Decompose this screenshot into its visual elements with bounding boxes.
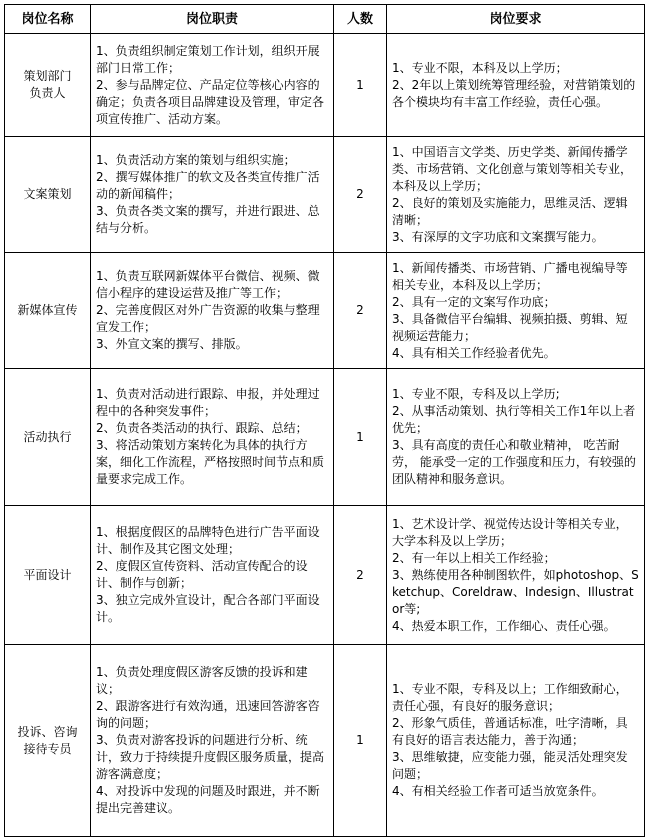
table-row [5, 506, 645, 645]
requirement-item: 3、具有高度的责任心和敬业精神， 吃苦耐劳， 能承受一定的工作强度和压力，有较强的团队精神和服务意识。 [392, 438, 636, 486]
requirement-item: 3、思维敏捷，应变能力强，能灵活处理突发问题； [392, 750, 628, 781]
position-name [5, 137, 91, 253]
header-position-name: 岗位名称 [5, 5, 91, 34]
table-row [5, 645, 645, 837]
position-requirements [387, 137, 645, 253]
requirement-item: 3、有深厚的文字功底和文案撰写能力。 [392, 229, 604, 244]
duty-item: 3、负责对游客投诉的问题进行分析、统计，致力于持续提升度假区服务质量，提高游客满意度； [96, 733, 325, 781]
requirement-item: 2、形象气质佳，普通话标准，吐字清晰，具有良好的语言表达能力，善于沟通； [392, 716, 628, 747]
requirement-item: 2、良好的策划及实施能力，思维灵活、逻辑清晰； [392, 195, 628, 227]
position-requirements [387, 645, 645, 837]
position-requirements [387, 34, 645, 137]
requirement-item: 4、具有相关工作经验者优先。 [392, 345, 556, 360]
header-requirements: 岗位要求 [387, 5, 645, 34]
headcount: 2 [334, 137, 387, 253]
position-name-line: 策划部门 [23, 69, 72, 83]
position-requirements [387, 506, 645, 645]
position-duties [91, 253, 334, 369]
duty-item: 1、根据度假区的品牌特色进行广告平面设计、制作及其它图文处理； [96, 525, 320, 556]
header-count: 人数 [334, 5, 387, 34]
position-name [5, 369, 91, 506]
duty-item: 1、负责处理度假区游客反馈的投诉和建议； [96, 665, 308, 696]
duty-item: 2、负责各类活动的执行、跟踪、总结； [96, 421, 308, 435]
position-duties [91, 506, 334, 645]
requirement-item: 4、热爱本职工作，工作细心、责任心强。 [392, 618, 616, 633]
table-row [5, 34, 645, 137]
position-name [5, 253, 91, 369]
table-row [5, 369, 645, 506]
duty-item: 3、独立完成外宣设计，配合各部门平面设计。 [96, 593, 320, 624]
duty-item: 3、外宣文案的撰写、排版。 [96, 337, 248, 351]
position-requirements [387, 369, 645, 506]
requirement-item: 2、2年以上策划统筹管理经验，对营销策划的各个模块均有丰富工作经验，责任心强。 [392, 77, 636, 109]
duty-item: 3、负责各类文案的撰写，并进行跟进、总结与分析。 [96, 204, 320, 235]
requirement-item: 1、专业不限，专科及以上；工作细致耐心，责任心强，有良好的服务意识； [392, 682, 628, 713]
requirement-item: 1、专业不限，本科及以上学历； [392, 60, 568, 75]
duty-item: 1、负责对活动进行跟踪、申报，并处理过程中的各种突发事件； [96, 387, 320, 418]
position-name-line: 接待专员 [23, 741, 72, 756]
table-row [5, 253, 645, 369]
position-name-line: 平面设计 [23, 567, 72, 582]
requirement-item: 1、新闻传播类、市场营销、广播电视编导等相关专业，本科及以上学历； [392, 260, 628, 292]
requirement-item: 1、专业不限，专科及以上学历; [392, 387, 560, 401]
position-name [5, 34, 91, 137]
position-duties [91, 137, 334, 253]
job-table [4, 4, 645, 837]
requirement-item: 3、熟练使用各种制图软件，如photoshop、Sketchup、Coreldraw、Indesign、Illustrator等; [392, 567, 639, 616]
requirement-item: 1、艺术设计学、视觉传达设计等相关专业，大学本科及以上学历； [392, 516, 628, 548]
duty-item: 2、完善度假区对外广告资源的收集与整理宣发工作； [96, 303, 320, 334]
requirement-item: 2、具有一定的文案写作功底； [392, 294, 556, 309]
requirement-item: 2、从事活动策划、执行等相关工作1年以上者优先； [392, 404, 636, 435]
position-name-line: 活动执行 [23, 429, 72, 444]
duty-item: 2、跟游客进行有效沟通，迅速回答游客咨询的问题； [96, 699, 320, 730]
duty-item: 1、负责活动方案的策划与组织实施； [96, 153, 296, 167]
position-name-line: 负责人 [29, 86, 66, 100]
headcount: 1 [334, 34, 387, 137]
header-row [5, 5, 645, 34]
position-name-line: 文案策划 [23, 187, 72, 201]
duty-item: 2、参与品牌定位、产品定位等核心内容的确定；负责各项目品牌建设及管理，审定各项宣传推广、活动方案。 [96, 77, 325, 126]
headcount: 2 [334, 253, 387, 369]
headcount: 1 [334, 369, 387, 506]
requirement-item: 3、具备微信平台编辑、视频拍摄、剪辑、短视频运营能力； [392, 311, 628, 343]
position-duties [91, 645, 334, 837]
position-requirements [387, 253, 645, 369]
header-duties: 岗位职责 [91, 5, 334, 34]
requirement-item: 4、有相关经验工作者可适当放宽条件。 [392, 784, 604, 798]
duty-item: 4、对投诉中发现的问题及时跟进，并不断提出完善建议。 [96, 784, 320, 815]
position-duties [91, 34, 334, 137]
position-name-line: 投诉、咨询 [17, 724, 78, 739]
position-duties [91, 369, 334, 506]
position-name [5, 506, 91, 645]
duty-item: 2、撰写媒体推广的软文及各类宣传推广活动的新闻稿件； [96, 170, 320, 201]
headcount: 1 [334, 645, 387, 837]
duty-item: 2、度假区宣传资料、活动宣传配合的设计、制作与创新； [96, 559, 308, 590]
duty-item: 3、将活动策划方案转化为具体的执行方案，细化工作流程，严格按照时间节点和质量要求完成工作。 [96, 438, 325, 486]
headcount: 2 [334, 506, 387, 645]
duty-item: 1、负责互联网新媒体平台微信、视频、微信小程序的建设运营及推广等工作； [96, 269, 320, 300]
requirement-item: 2、有一年以上相关工作经验； [392, 550, 556, 565]
duty-item: 1、负责组织制定策划工作计划，组织开展部门日常工作； [96, 43, 320, 75]
requirement-item: 1、中国语言文学类、历史学类、新闻传播学类、市场营销、文化创意与策划等相关专业，本科及以上学历； [392, 144, 633, 193]
position-name-line: 新媒体宣传 [17, 303, 78, 317]
position-name [5, 645, 91, 837]
table-row [5, 137, 645, 253]
